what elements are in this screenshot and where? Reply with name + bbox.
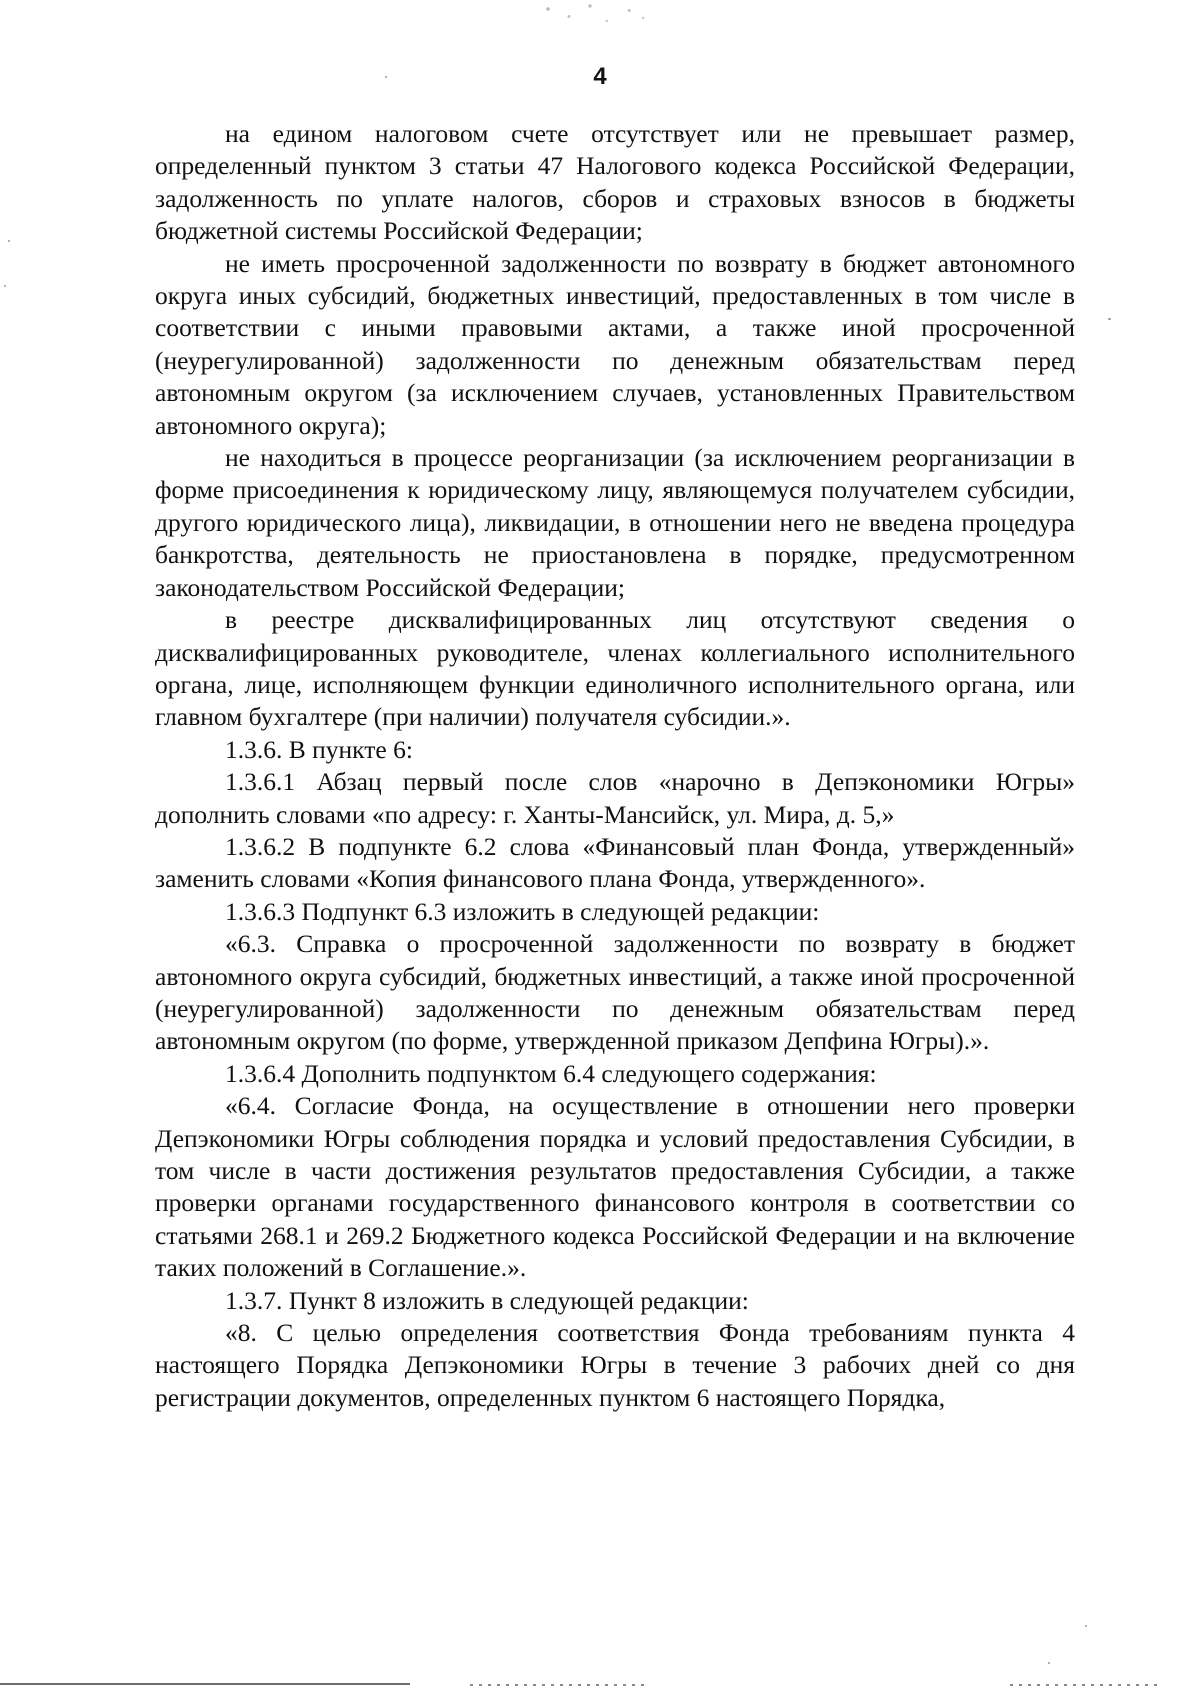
document-body [155,118,1075,1414]
scan-edge-line [0,1683,410,1685]
paragraph: 1.3.6.3 Подпункт 6.3 изложить в следующей редакции: [225,896,820,926]
scan-speck [1085,1625,1087,1627]
paragraph: в реестре дисквалифицированных лиц отсутствуют сведения о дисквалифицированных руководителе, членах коллегиального исполнительного органа, лице, исполняющем функции единоличного исполнительного органа, или главном бухгалтере (при наличии) получателя субсидии.». [155,605,1075,732]
paragraph: на едином налоговом счете отсутствует или не превышает размер, определенный пунктом 3 статьи 47 Налогового кодекса Российской Федерации, задолженность по уплате налогов, сборов и страховых взносов в бюджеты бюджетной системы Российской Федерации; [155,119,1075,246]
paragraph: 1.3.7. Пункт 8 изложить в следующей редакции: [225,1285,749,1315]
paragraph: «8. С целью определения соответствия Фонда требованиям пункта 4 настоящего Порядка Депэкономики Югры в течение 3 рабочих дней со дня регистрации документов, определенных пунктом 6 настоящего Порядка, [155,1318,1075,1412]
page-number: 4 [593,63,607,90]
scan-artifact-top [520,0,660,30]
scan-speck [385,76,387,78]
paragraph: «6.4. Согласие Фонда, на осуществление в отношении него проверки Депэкономики Югры соблюдения порядка и условий предоставления Субсидии, в том числе в части достижения результатов предоставления Субсидии, а также проверки органами государственного финансового контроля в соответствии со статьями 268.1 и 269.2 Бюджетного кодекса Российской Федерации и на включение таких положений в Соглашение.». [155,1091,1075,1283]
paragraph: «6.3. Справка о просроченной задолженности по возврату в бюджет автономного округа субсидий, бюджетных инвестиций, а также иной просроченной (неурегулированной) задолженности по денежным обязательствам перед автономным округом (по форме, утвержденной приказом Депфина Югры).». [155,929,1075,1056]
paragraph: 1.3.6. В пункте 6: [225,734,413,764]
scan-edge-dots [470,1684,650,1686]
scan-speck [1048,1662,1050,1664]
paragraph: 1.3.6.4 Дополнить подпунктом 6.4 следующего содержания: [225,1058,877,1088]
paragraph: 1.3.6.2 В подпункте 6.2 слова «Финансовый план Фонда, утвержденный» заменить словами «Копия финансового плана Фонда, утвержденного». [155,831,1075,894]
paragraph: 1.3.6.1 Абзац первый после слов «нарочно в Депэкономики Югры» дополнить словами «по адресу: г. Ханты-Мансийск, ул. Мира, д. 5,» [155,767,1075,829]
scan-speck [1108,318,1111,320]
paragraph: не находиться в процессе реорганизации (за исключением реорганизации в форме присоединения к юридическому лицу, являющемуся получателем субсидии, другого юридического лица), ликвидации, в отношении него не введена процедура банкротства, деятельность не приостановлена в порядке, предусмотренном законодательством Российской Федерации; [155,443,1075,602]
scan-speck [4,285,6,287]
scan-speck [8,240,10,242]
scan-edge-dots [1010,1684,1160,1686]
paragraph: не иметь просроченной задолженности по возврату в бюджет автономного округа иных субсидий, бюджетных инвестиций, предоставленных в том числе в соответствии с иными правовыми актами, а также иной просроченной (неурегулированной) задолженности по денежным обязательствам перед автономным округом (за исключением случаев, установленных Правительством автономного округа); [155,248,1075,440]
